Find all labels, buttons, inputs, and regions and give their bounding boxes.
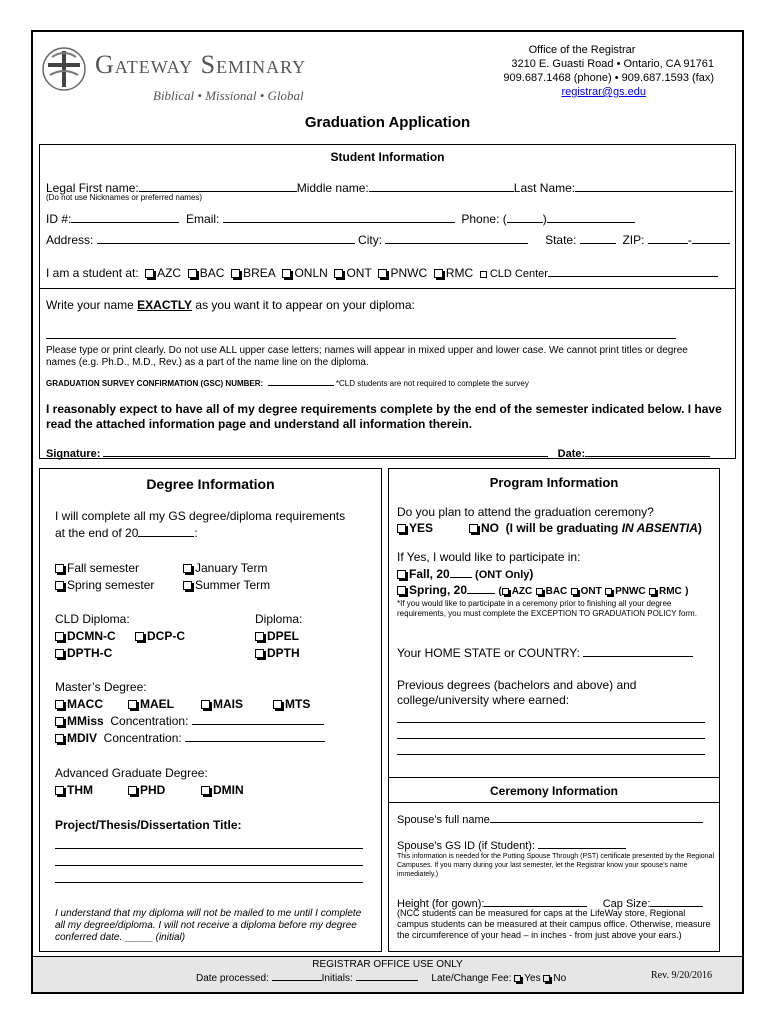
diploma-name-suffix: as you want it to appear on your diploma: [192, 298, 415, 312]
dpthc-checkbox[interactable] [55, 649, 64, 658]
print-note: Please type or print clearly. Do not use ALL upper case letters; names will appear in mixed upper and lower case. We cannot print titles or degree names (e.g. Ph.D., M.D., Rev.) as a part of the name line on the diploma. [46, 345, 688, 368]
date-processed-field[interactable] [272, 972, 322, 981]
zip-ext-field[interactable] [692, 233, 730, 244]
dpth-label: DPTH [267, 646, 300, 660]
project-title-line2[interactable] [55, 865, 363, 866]
attend-yes-checkbox[interactable] [397, 524, 406, 533]
height-label: Height (for gown): [397, 898, 485, 910]
phone-close: ) [542, 212, 547, 226]
absentia-suffix: ) [697, 521, 702, 535]
gsc-label: GRADUATION SURVEY CONFIRMATION (GSC) NUMBER: [46, 379, 264, 388]
january-label: January Term [195, 561, 268, 575]
spring-ont-checkbox[interactable] [571, 588, 578, 595]
complete-line2 [55, 526, 198, 540]
seminary-seal-icon [40, 45, 88, 93]
mts-option[interactable] [273, 697, 310, 711]
date-processed-label: Date processed: [196, 973, 269, 984]
spouse-name-row [397, 812, 703, 826]
attend-no-checkbox[interactable] [469, 524, 478, 533]
summer-checkbox[interactable] [183, 581, 192, 590]
azc-checkbox[interactable] [145, 269, 154, 278]
spring-ceremony-checkbox[interactable] [397, 586, 406, 595]
address-row [46, 233, 730, 247]
ont-only-label: (ONT Only [475, 569, 530, 581]
previous-degrees-line1[interactable] [397, 722, 705, 723]
logo-tagline: Biblical • Missional • Global [153, 88, 304, 103]
spouse-id-field[interactable] [538, 838, 626, 849]
zip-label: ZIP: [622, 233, 645, 247]
dpthc-label: DPTH-C [67, 646, 113, 660]
gsc-note: *CLD students are not required to complete the survey [335, 379, 529, 388]
diploma-label: Diploma: [255, 612, 303, 626]
attend-yes-label: YES [409, 521, 434, 535]
rmc-label: RMC [445, 266, 474, 280]
ont-checkbox[interactable] [334, 269, 343, 278]
home-state-row [397, 646, 693, 660]
cap-size-field[interactable] [650, 896, 703, 907]
phone-label: Phone: ( [461, 212, 507, 226]
dmin-label: DMIN [213, 783, 244, 797]
ncc-note: (NCC students can be measured for caps at the LifeWay store, Regional campus students can be measured at their campus office. Otherwise, measure the circumference of your head – in inches - from just above your ears.) [397, 908, 711, 940]
spouse-id-row [397, 838, 626, 852]
late-fee-no-label: No [553, 973, 567, 984]
diploma-name-exactly: EXACTLY [137, 298, 193, 312]
registrar-email-link[interactable]: registrar@gs.edu [561, 86, 646, 98]
phd-checkbox[interactable] [128, 786, 137, 795]
mmiss-label: MMiss [67, 714, 104, 728]
cap-size-label: Cap Size: [602, 898, 651, 910]
office-use-row [196, 972, 566, 984]
pnwc-label: PNWC [390, 266, 428, 280]
dmin-option[interactable] [201, 783, 244, 797]
attend-yes-option[interactable] [397, 521, 433, 535]
campus-label: I am a student at: [46, 266, 139, 280]
spouse-name-field[interactable] [490, 812, 703, 823]
dpth-option[interactable] [255, 646, 300, 660]
macc-checkbox[interactable] [55, 700, 64, 709]
mael-option[interactable] [128, 697, 174, 711]
brea-checkbox[interactable] [231, 269, 240, 278]
spring-campuses-open: ( [498, 586, 502, 597]
spring-ont-label: ONT [580, 586, 602, 597]
summer-option[interactable] [183, 578, 270, 592]
form-page [31, 30, 744, 994]
dpel-option[interactable] [255, 629, 299, 643]
mais-option[interactable] [201, 697, 243, 711]
participate-label: If Yes, I would like to participate in: [397, 550, 581, 564]
diploma-name-instruction [46, 298, 415, 312]
mais-checkbox[interactable] [201, 700, 210, 709]
attend-no-label: NO [481, 521, 499, 535]
bac-label: BAC [199, 266, 225, 280]
mdiv-row [55, 731, 325, 745]
spring-ceremony-row [397, 583, 688, 597]
complete-year-prefix: at the end of 20 [55, 526, 139, 540]
id-email-phone-row [46, 212, 635, 226]
city-label: City: [358, 233, 383, 247]
thm-checkbox[interactable] [55, 786, 64, 795]
office-title: Office of the Registrar [528, 44, 636, 56]
mael-checkbox[interactable] [128, 700, 137, 709]
diploma-name-prefix: Write your name [46, 298, 138, 312]
divider [39, 288, 736, 289]
campus-row [46, 266, 718, 280]
ont-only-close: ) [529, 567, 534, 581]
previous-degrees-line2[interactable] [397, 738, 705, 739]
zip-field[interactable] [648, 233, 688, 244]
previous-degrees-label: Previous degrees (bachelors and above) and college/university where earned: [397, 678, 637, 707]
signature-row [46, 446, 710, 460]
cld-label: CLD Center [489, 268, 548, 280]
degree-info-heading: Degree Information [146, 476, 275, 492]
onln-checkbox[interactable] [282, 269, 291, 278]
mmiss-row [55, 714, 324, 728]
revision-date: Rev. 9/20/2016 [651, 970, 713, 981]
city-field[interactable] [385, 233, 528, 244]
first-name-label: Legal First name: [46, 181, 139, 195]
dpthc-option[interactable] [55, 646, 112, 660]
project-title-line3[interactable] [55, 882, 363, 883]
rmc-checkbox[interactable] [434, 269, 443, 278]
attend-no-option[interactable] [469, 521, 702, 535]
pnwc-checkbox[interactable] [378, 269, 387, 278]
absentia-prefix: (I will be graduating [505, 521, 622, 535]
cld-center-field[interactable] [548, 266, 718, 277]
date-field[interactable] [585, 446, 710, 457]
spring-pnwc-checkbox[interactable] [605, 588, 612, 595]
fall-ceremony-row [397, 567, 533, 581]
dpel-checkbox[interactable] [255, 632, 264, 641]
first-name-field[interactable] [139, 181, 297, 192]
spring-option[interactable] [55, 578, 154, 592]
gsc-field[interactable] [268, 378, 334, 386]
dcmnc-checkbox[interactable] [55, 632, 64, 641]
phd-option[interactable] [128, 783, 165, 797]
address-field[interactable] [97, 233, 355, 244]
masters-label: Master’s Degree: [55, 680, 147, 694]
azc-label: AZC [157, 266, 182, 280]
phd-label: PHD [140, 783, 166, 797]
spring-rmc-label: RMC [658, 586, 682, 597]
fall-label: Fall semester [67, 561, 140, 575]
january-option[interactable] [183, 561, 267, 575]
date-label: Date: [557, 448, 586, 460]
dcmnc-label: DCMN-C [67, 629, 116, 643]
phone-number-field[interactable] [547, 212, 635, 223]
email-label: Email: [186, 212, 220, 226]
dcmnc-option[interactable] [55, 629, 116, 643]
gsc-row [46, 378, 529, 388]
spring-ceremony-label: Spring, 20 [409, 583, 468, 597]
initials-label: Initials: [321, 973, 353, 984]
complete-year-field[interactable] [138, 526, 194, 537]
home-state-label: Your HOME STATE or COUNTRY: [397, 646, 580, 660]
summer-label: Summer Term [195, 578, 271, 592]
fall-checkbox[interactable] [55, 564, 64, 573]
last-name-label: Last Name: [513, 181, 576, 195]
mmiss-concentration-label: Concentration: [110, 714, 189, 728]
dcpc-label: DCP-C [147, 629, 185, 643]
state-field[interactable] [580, 233, 616, 244]
signature-label: Signature: [46, 448, 101, 460]
fall-ceremony-checkbox[interactable] [397, 570, 406, 579]
spring-checkbox[interactable] [55, 581, 64, 590]
id-label: ID #: [46, 212, 72, 226]
office-use-heading: REGISTRAR OFFICE USE ONLY [312, 959, 463, 970]
previous-degrees-line3[interactable] [397, 754, 705, 755]
macc-label: MACC [67, 697, 103, 711]
email-field[interactable] [223, 212, 455, 223]
dcpc-checkbox[interactable] [135, 632, 144, 641]
cld-diploma-label: CLD Diploma: [55, 612, 130, 626]
absentia-italic: IN ABSENTIA [621, 521, 698, 535]
nickname-note: (Do not use Nicknames or preferred names) [46, 193, 203, 202]
expect-statement: I reasonably expect to have all of my degree requirements complete by the end of the semester indicated below. I have read the attached information page and understand all information therein. [46, 402, 722, 431]
state-label: State: [545, 233, 577, 247]
spouse-id-label: Spouse’s GS ID (if Student): [397, 840, 535, 852]
fall-ceremony-label: Fall, 20 [409, 567, 450, 581]
phone-area-field[interactable] [507, 212, 543, 223]
project-title-label: Project/Thesis/Dissertation Title: [55, 818, 242, 832]
thm-option[interactable] [55, 783, 93, 797]
spring-azc-checkbox[interactable] [502, 588, 509, 595]
height-field[interactable] [484, 896, 587, 907]
mmiss-concentration-field[interactable] [192, 714, 324, 725]
mmiss-checkbox[interactable] [55, 717, 64, 726]
ont-label: ONT [346, 266, 372, 280]
mais-label: MAIS [213, 697, 243, 711]
program-info-heading: Program Information [489, 475, 619, 490]
onln-label: ONLN [294, 266, 328, 280]
spring-pnwc-label: PNWC [615, 586, 646, 597]
mail-note: I understand that my diploma will not be mailed to me until I complete all my degree/diploma. I will not receive a diploma before my degree conferred date. _____ (initial) [55, 908, 362, 943]
last-name-field[interactable] [575, 181, 733, 192]
fall-ceremony-year-field[interactable] [450, 567, 472, 578]
dcpc-option[interactable] [135, 629, 185, 643]
mael-label: MAEL [140, 697, 174, 711]
initials-field[interactable] [356, 972, 418, 981]
spring-azc-label: AZC [511, 586, 533, 597]
late-fee-yes-checkbox[interactable] [514, 975, 521, 982]
spring-ceremony-year-field[interactable] [467, 583, 495, 594]
ceremony-info-heading: Ceremony Information [489, 784, 618, 798]
january-checkbox[interactable] [183, 564, 192, 573]
attend-question: Do you plan to attend the graduation ceremony? [397, 505, 654, 519]
advanced-label: Advanced Graduate Degree: [55, 766, 208, 780]
mdiv-label: MDIV [67, 731, 97, 745]
mts-checkbox[interactable] [273, 700, 282, 709]
cld-checkbox[interactable] [480, 271, 487, 278]
complete-colon: : [194, 526, 198, 540]
middle-name-label: Middle name: [296, 181, 369, 195]
spring-bac-label: BAC [545, 586, 568, 597]
office-phones: 909.687.1468 (phone) • 909.687.1593 (fax) [503, 72, 714, 84]
complete-line1: I will complete all my GS degree/diploma requirements [55, 509, 346, 523]
mdiv-concentration-label: Concentration: [103, 731, 182, 745]
form-title: Graduation Application [304, 114, 471, 131]
late-fee-yes-label: Yes [524, 973, 541, 984]
spring-bac-checkbox[interactable] [536, 588, 543, 595]
macc-option[interactable] [55, 697, 103, 711]
project-title-line1[interactable] [55, 848, 363, 849]
fall-option[interactable] [55, 561, 139, 575]
late-fee-label: Late/Change Fee: [431, 973, 512, 984]
signature-field[interactable] [103, 446, 548, 457]
dpth-checkbox[interactable] [255, 649, 264, 658]
mdiv-checkbox[interactable] [55, 734, 64, 743]
spring-campuses-close: ) [685, 586, 689, 597]
dmin-checkbox[interactable] [201, 786, 210, 795]
student-info-heading: Student Information [330, 150, 445, 164]
middle-name-field[interactable] [369, 181, 514, 192]
mts-label: MTS [285, 697, 311, 711]
logo-name: Gateway Seminary [95, 50, 307, 79]
dpel-label: DPEL [267, 629, 300, 643]
thm-label: THM [67, 783, 93, 797]
id-field[interactable] [71, 212, 179, 223]
late-fee-no-checkbox[interactable] [543, 975, 550, 982]
spouse-name-label: Spouse’s full name [397, 814, 490, 826]
spring-label: Spring semester [67, 578, 155, 592]
zip-dash: - [687, 233, 692, 247]
address-label: Address: [46, 233, 94, 247]
spring-rmc-checkbox[interactable] [649, 588, 656, 595]
ceremony-divider [388, 802, 720, 803]
bac-checkbox[interactable] [188, 269, 197, 278]
office-address: 3210 E. Guasti Road • Ontario, CA 91761 [511, 58, 714, 70]
home-state-field[interactable] [583, 646, 693, 657]
pst-note: This information is needed for the Putting Spouse Through (PST) certificate presented by the Regional Campuses. If you marry during your last semester, let the Registrar know your spouse’s name immediately.) [397, 853, 714, 878]
brea-label: BREA [243, 266, 276, 280]
exception-note: *If you would like to participate in a ceremony prior to finishing all your degree requirements, you must complete the EXCEPTION TO GRADUATION POLICY form. [397, 599, 697, 618]
mdiv-concentration-field[interactable] [185, 731, 325, 742]
diploma-name-field[interactable] [46, 338, 676, 339]
